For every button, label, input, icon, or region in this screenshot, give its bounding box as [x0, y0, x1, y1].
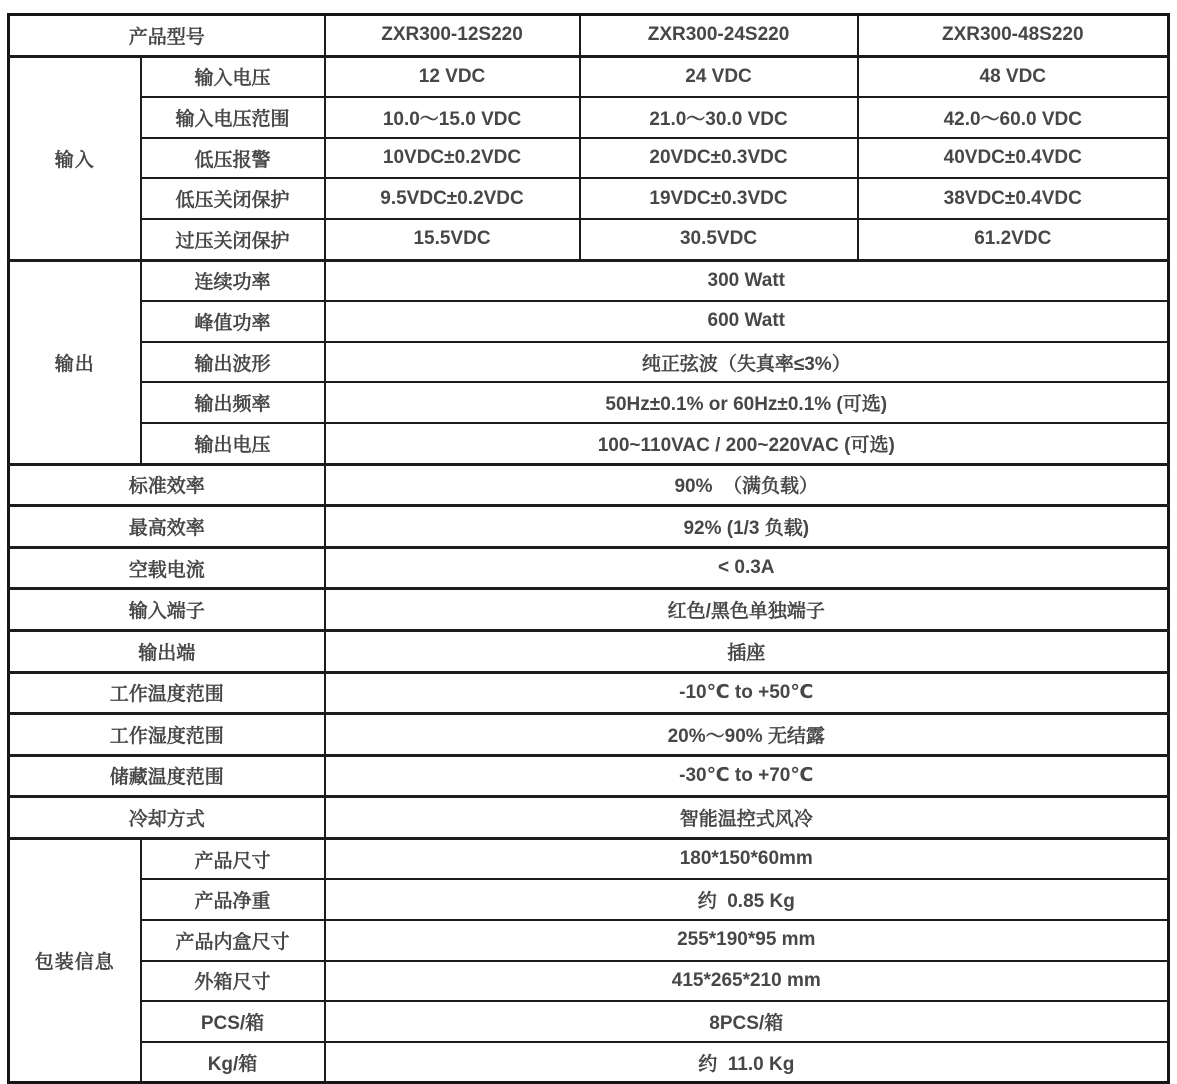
value-cell: 20VDC±0.3VDC [580, 138, 858, 179]
table-row [9, 138, 1169, 179]
row-label: 最高效率 [9, 506, 325, 548]
row-label: 输出端 [9, 630, 325, 672]
row-label: 输入电压 [141, 56, 325, 97]
table-row [9, 797, 1169, 839]
table-row [9, 56, 1169, 97]
row-label: 产品内盒尺寸 [141, 920, 325, 961]
table-row [9, 382, 1169, 423]
row-label: 输入端子 [9, 589, 325, 631]
table-row [9, 219, 1169, 260]
value-cell: -10℃ to +50℃ [325, 672, 1169, 714]
table-row [9, 755, 1169, 797]
table-row [9, 630, 1169, 672]
row-label: 输出频率 [141, 382, 325, 423]
row-label: 储藏温度范围 [9, 755, 325, 797]
table-row [9, 301, 1169, 342]
value-cell: 38VDC±0.4VDC [858, 178, 1169, 219]
value-cell: 40VDC±0.4VDC [858, 138, 1169, 179]
value-cell: 21.0～30.0 VDC [580, 97, 858, 138]
value-cell: 智能温控式风冷 [325, 797, 1169, 839]
value-cell: 180*150*60mm [325, 838, 1169, 879]
model-name-3: ZXR300-48S220 [858, 15, 1169, 57]
value-cell: 48 VDC [858, 56, 1169, 97]
value-cell: 100~110VAC / 200~220VAC (可选) [325, 423, 1169, 464]
product-spec-table [7, 13, 1170, 1084]
value-cell: 50Hz±0.1% or 60Hz±0.1% (可选) [325, 382, 1169, 423]
row-label: 峰值功率 [141, 301, 325, 342]
group-cell-output: 输出 [9, 260, 141, 464]
table-row [9, 920, 1169, 961]
table-row [9, 1001, 1169, 1042]
table-row [9, 672, 1169, 714]
value-cell: 12 VDC [325, 56, 580, 97]
value-cell: 纯正弦波（失真率≤3%） [325, 342, 1169, 383]
value-cell: 20%～90% 无结露 [325, 714, 1169, 756]
value-cell: 255*190*95 mm [325, 920, 1169, 961]
value-cell: 10.0～15.0 VDC [325, 97, 580, 138]
row-label: 产品净重 [141, 879, 325, 920]
row-label: 输出电压 [141, 423, 325, 464]
table-row-header [9, 15, 1169, 57]
value-cell: 42.0～60.0 VDC [858, 97, 1169, 138]
product-model-label: 产品型号 [9, 15, 325, 57]
row-label: 低压报警 [141, 138, 325, 179]
value-cell: 90% （满负载） [325, 464, 1169, 506]
table-row [9, 961, 1169, 1002]
value-cell: 8PCS/箱 [325, 1001, 1169, 1042]
row-label: Kg/箱 [141, 1042, 325, 1083]
value-cell: 300 Watt [325, 260, 1169, 301]
table-row [9, 714, 1169, 756]
table-row [9, 464, 1169, 506]
value-cell: < 0.3A [325, 547, 1169, 589]
table-row [9, 97, 1169, 138]
row-label: 过压关闭保护 [141, 219, 325, 260]
table-row [9, 260, 1169, 301]
row-label: PCS/箱 [141, 1001, 325, 1042]
table-row [9, 506, 1169, 548]
value-cell: 15.5VDC [325, 219, 580, 260]
value-cell: 30.5VDC [580, 219, 858, 260]
table-row [9, 879, 1169, 920]
table-row [9, 838, 1169, 879]
table-row [9, 342, 1169, 383]
value-cell: 插座 [325, 630, 1169, 672]
value-cell: 10VDC±0.2VDC [325, 138, 580, 179]
row-label: 低压关闭保护 [141, 178, 325, 219]
value-cell: 61.2VDC [858, 219, 1169, 260]
row-label: 空载电流 [9, 547, 325, 589]
model-name-2: ZXR300-24S220 [580, 15, 858, 57]
row-label: 工作湿度范围 [9, 714, 325, 756]
row-label: 工作温度范围 [9, 672, 325, 714]
row-label: 产品尺寸 [141, 838, 325, 879]
value-cell: -30℃ to +70℃ [325, 755, 1169, 797]
row-label: 连续功率 [141, 260, 325, 301]
group-cell-input: 输入 [9, 56, 141, 260]
row-label: 输出波形 [141, 342, 325, 383]
value-cell: 约 11.0 Kg [325, 1042, 1169, 1083]
row-label: 标准效率 [9, 464, 325, 506]
value-cell: 24 VDC [580, 56, 858, 97]
table-row [9, 1042, 1169, 1083]
table-row [9, 178, 1169, 219]
value-cell: 约 0.85 Kg [325, 879, 1169, 920]
value-cell: 9.5VDC±0.2VDC [325, 178, 580, 219]
table-row [9, 423, 1169, 464]
table-row [9, 589, 1169, 631]
table-row [9, 547, 1169, 589]
value-cell: 600 Watt [325, 301, 1169, 342]
row-label: 外箱尺寸 [141, 961, 325, 1002]
group-cell-packaging: 包装信息 [9, 838, 141, 1083]
value-cell: 红色/黑色单独端子 [325, 589, 1169, 631]
row-label: 冷却方式 [9, 797, 325, 839]
value-cell: 19VDC±0.3VDC [580, 178, 858, 219]
row-label: 输入电压范围 [141, 97, 325, 138]
value-cell: 92% (1/3 负载) [325, 506, 1169, 548]
value-cell: 415*265*210 mm [325, 961, 1169, 1002]
model-name-1: ZXR300-12S220 [325, 15, 580, 57]
